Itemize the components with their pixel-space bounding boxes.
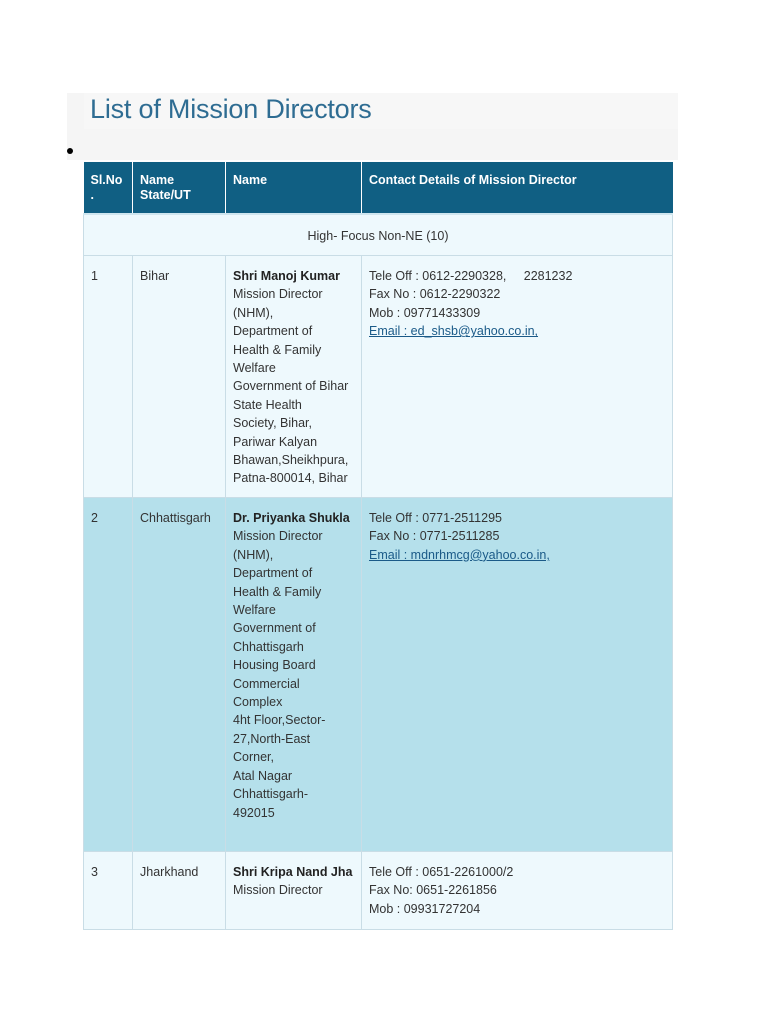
email-link[interactable]: Email : ed_shsb@yahoo.co.in, [369, 324, 539, 339]
cell-contact [362, 256, 673, 498]
page-title: List of Mission Directors [90, 94, 372, 124]
tele-off: Tele Off : 0771-2511295 [369, 511, 502, 525]
cell-sl: 3 [84, 852, 133, 930]
cell-sl: 1 [84, 256, 133, 498]
list-bullet [67, 148, 73, 154]
cell-contact [362, 498, 673, 852]
director-address: Mission Director [233, 883, 323, 898]
cell-state: Chhattisgarh [133, 498, 226, 852]
table-header-row [84, 162, 673, 214]
table-row [84, 498, 673, 852]
table-row [84, 256, 673, 498]
table-row [84, 852, 673, 930]
cell-state: Jharkhand [133, 852, 226, 930]
cell-name [226, 852, 362, 930]
email-link[interactable]: Email : mdnrhmcg@yahoo.co.in, [369, 547, 550, 562]
director-name: Shri Manoj Kumar [233, 269, 340, 283]
director-name: Shri Kripa Nand Jha [233, 865, 353, 879]
director-address: Mission Director (NHM), Department of Health & Family Welfare Government of Bihar State Health Society, Bihar, Pariwar Kalyan Bhawan,Sheikhpura, Patna-800014, Bihar [233, 287, 349, 486]
director-name: Dr. Priyanka Shukla [233, 511, 350, 525]
cell-sl: 2 [84, 498, 133, 852]
mobile: Mob : 09931727204 [369, 901, 481, 916]
fax-no: Fax No: 0651-2261856 [369, 883, 497, 898]
fax-no: Fax No : 0612-2290322 [369, 287, 501, 302]
header-state: Name State/UT [133, 162, 226, 214]
tele-off: Tele Off : 0651-2261000/2 [369, 865, 514, 879]
group-row [84, 214, 673, 256]
header-contact: Contact Details of Mission Director [362, 162, 673, 214]
tele-off: Tele Off : 0612-2290328, 2281232 [369, 269, 573, 283]
header-sl-no: Sl.No . [84, 162, 133, 214]
header-name: Name [226, 162, 362, 214]
mobile: Mob : 09771433309 [369, 305, 481, 320]
group-label: High- Focus Non-NE (10) [84, 214, 673, 256]
cell-name [226, 498, 362, 852]
cell-contact [362, 852, 673, 930]
cell-state: Bihar [133, 256, 226, 498]
director-address: Mission Director (NHM), Department of Health & Family Welfare Government of Chhattisgarh Housing Board Commercial Complex 4ht Floor,Sector- 27,North-East Corner, Atal Nagar Chhattisgarh- 492015 [233, 529, 326, 820]
cell-name [226, 256, 362, 498]
mission-directors-table [83, 162, 673, 930]
fax-no: Fax No : 0771-2511285 [369, 529, 500, 544]
